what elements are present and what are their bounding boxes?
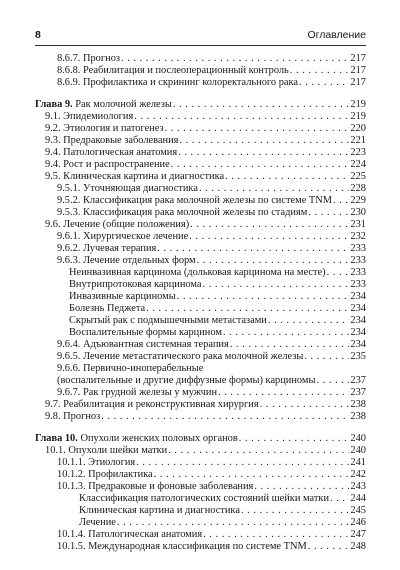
- toc-entry: [35, 327, 366, 339]
- toc-entry-title: 9.5.1. Уточняющая диагностика: [57, 183, 198, 194]
- toc-entry-title: 9.3. Предраковые заболевания: [45, 135, 179, 146]
- toc-leader-dots: [290, 65, 350, 77]
- toc-entry-title: 9.6.6. Первично-иноперабельные: [57, 363, 204, 374]
- toc-page-number: 248: [350, 541, 366, 552]
- toc-page-number: 220: [350, 123, 366, 134]
- toc-page-number: 228: [350, 183, 366, 194]
- toc-leader-dots: [203, 279, 350, 291]
- toc-entry: [35, 517, 366, 529]
- header-rule: [35, 45, 366, 46]
- toc-leader-dots: [223, 327, 349, 339]
- toc-page-number: 238: [350, 399, 366, 410]
- toc-page-number: 224: [350, 159, 366, 170]
- toc-chapter-entry: [35, 433, 366, 445]
- toc-entry-title: Воспалительные формы карцином: [69, 327, 222, 338]
- toc-group-chapter-9: [35, 99, 366, 423]
- toc-page-number: 217: [350, 65, 366, 76]
- toc-leader-dots: [241, 505, 349, 517]
- toc-leader-dots: [101, 411, 349, 423]
- toc-chapter-label: Глава 10.: [35, 433, 78, 444]
- toc-entry-title: Неинвазивная карцинома (дольковая карцинома на месте): [69, 267, 326, 278]
- toc-leader-dots: [230, 339, 350, 351]
- toc-entry-title: Инвазивные карциномы: [69, 291, 176, 302]
- toc-entry: [35, 541, 366, 553]
- toc-leader-dots: [327, 267, 350, 279]
- toc-entry-title: 8.6.9. Профилактика и скрининг колоректального рака: [57, 77, 299, 88]
- toc-entry: [35, 375, 366, 387]
- toc-entry-title: 9.6. Лечение (общие положения): [45, 219, 190, 230]
- toc-entry: [35, 363, 366, 375]
- toc-gap: [35, 89, 366, 99]
- page-number: 8: [35, 29, 41, 41]
- toc-leader-dots: [117, 517, 350, 529]
- toc-page-number: 234: [350, 315, 366, 326]
- toc-leader-dots: [136, 457, 349, 469]
- toc-leader-dots: [199, 183, 349, 195]
- toc-entry-title: [35, 433, 238, 445]
- toc-entry-title: Болезнь Педжета: [69, 303, 146, 314]
- toc-entry: [35, 267, 366, 279]
- toc-page-number: 233: [350, 243, 366, 254]
- toc-entry-title: 8.6.7. Прогноз: [57, 53, 120, 64]
- toc-page-number: 237: [350, 375, 366, 386]
- toc-page-number: 233: [350, 267, 366, 278]
- toc-entry: [35, 159, 366, 171]
- toc-chapter-label: Глава 9.: [35, 99, 73, 110]
- toc-gap: [35, 423, 366, 433]
- toc-leader-dots: [189, 231, 349, 243]
- toc-entry-title: 9.1. Эпидемиология: [45, 111, 134, 122]
- toc-entry-title: 9.4. Патологическая анатомия: [45, 147, 178, 158]
- toc-leader-dots: [177, 291, 350, 303]
- toc-leader-dots: [254, 481, 349, 493]
- toc-page-number: 221: [350, 135, 366, 146]
- toc-entry: [35, 411, 366, 423]
- toc-entry: [35, 111, 366, 123]
- toc-page-number: 245: [350, 505, 366, 516]
- toc-page-number: 240: [350, 445, 366, 456]
- toc-page-number: 243: [350, 481, 366, 492]
- toc-entry: [35, 255, 366, 267]
- toc-leader-dots: [171, 159, 350, 171]
- running-header: [35, 29, 366, 43]
- toc-chapter-title: Опухоли женских половых органов: [77, 433, 238, 444]
- toc-leader-dots: [168, 445, 349, 457]
- toc-leader-dots: [268, 315, 350, 327]
- toc-entry-title: Клиническая картина и диагностика: [79, 505, 240, 516]
- toc-page-number: 234: [350, 291, 366, 302]
- toc-entry-title: (воспалительные и другие диффузные формы) карциномы: [57, 375, 316, 386]
- toc-leader-dots: [178, 147, 349, 159]
- toc-entry: [35, 469, 366, 481]
- toc-page-number: 237: [350, 387, 366, 398]
- toc-leader-dots: [154, 469, 350, 481]
- toc-entry-title: Классификация патологических состояний шейки матки: [79, 493, 329, 504]
- toc-entry-title: 9.6.3. Лечение отдельных форм: [57, 255, 196, 266]
- toc-entry: [35, 493, 366, 505]
- toc-leader-dots: [203, 529, 349, 541]
- toc-page-number: 242: [350, 469, 366, 480]
- toc-entry-title: Скрытый рак с подмышечными метастазами: [69, 315, 267, 326]
- toc-entry: [35, 457, 366, 469]
- toc-entry: [35, 315, 366, 327]
- toc-leader-dots: [239, 433, 350, 445]
- toc-leader-dots: [308, 207, 349, 219]
- toc-entry: [35, 231, 366, 243]
- toc-entry-title: 9.6.4. Адъювантная системная терапия: [57, 339, 229, 350]
- toc-group-chapter-10: [35, 433, 366, 553]
- toc-page-number: 229: [350, 195, 366, 206]
- toc-entry-title: 10.1.2. Профилактика: [57, 469, 153, 480]
- toc-chapter-entry: [35, 99, 366, 111]
- toc-entry: [35, 53, 366, 65]
- toc-page-number: 241: [350, 457, 366, 468]
- toc-entry-title: [35, 99, 172, 111]
- toc-entry: [35, 445, 366, 457]
- toc-entry: [35, 351, 366, 363]
- toc-chapter-title: Рак молочной железы: [72, 99, 172, 110]
- toc-entry: [35, 399, 366, 411]
- toc-entry-title: 9.6.1. Хирургическое лечение: [57, 231, 189, 242]
- toc-page-number: 217: [350, 77, 366, 88]
- toc-entry: [35, 123, 366, 135]
- toc-entry: [35, 147, 366, 159]
- toc-page-number: 247: [350, 529, 366, 540]
- toc-entry-title: 10.1.4. Патологическая анатомия: [57, 529, 203, 540]
- toc-page-number: 217: [350, 53, 366, 64]
- toc-leader-dots: [304, 351, 349, 363]
- toc-entry: [35, 505, 366, 517]
- toc-leader-dots: [308, 541, 350, 553]
- table-of-contents: [35, 53, 366, 553]
- toc-leader-dots: [330, 493, 349, 505]
- toc-page-number: 233: [350, 279, 366, 290]
- toc-leader-dots: [134, 111, 349, 123]
- toc-entry-title: 9.2. Этиология и патогенез: [45, 123, 164, 134]
- toc-leader-dots: [317, 375, 350, 387]
- toc-entry-title: 10.1.3. Предраковые и фоновые заболевания: [57, 481, 254, 492]
- toc-page-number: 238: [350, 411, 366, 422]
- toc-entry: [35, 219, 366, 231]
- toc-leader-dots: [190, 219, 349, 231]
- toc-leader-dots: [165, 123, 350, 135]
- toc-entry: [35, 65, 366, 77]
- toc-entry-title: 9.6.7. Рак грудной железы у мужчин: [57, 387, 218, 398]
- toc-page-number: 225: [350, 171, 366, 182]
- toc-entry: [35, 279, 366, 291]
- toc-page-number: 231: [350, 219, 366, 230]
- toc-entry: [35, 387, 366, 399]
- toc-page-number: 230: [350, 207, 366, 218]
- toc-entry-title: 9.5.2. Классификация рака молочной железы по системе TNM: [57, 195, 333, 206]
- toc-leader-dots: [260, 399, 350, 411]
- toc-entry-title: Лечение: [79, 517, 116, 528]
- toc-page-number: 235: [350, 351, 366, 362]
- toc-entry-title: 9.5. Клиническая картина и диагностика: [45, 171, 225, 182]
- toc-page-number: 234: [350, 327, 366, 338]
- toc-group-chapter-8-tail: [35, 53, 366, 89]
- toc-entry: [35, 529, 366, 541]
- toc-page-number: 223: [350, 147, 366, 158]
- toc-page-number: 244: [350, 493, 366, 504]
- toc-entry-title: 9.6.2. Лучевая терапия: [57, 243, 157, 254]
- toc-entry-title: 8.6.8. Реабилитация и послеоперационный контроль: [57, 65, 289, 76]
- toc-page-number: 219: [350, 111, 366, 122]
- toc-leader-dots: [173, 99, 350, 111]
- toc-entry-title: 10.1.1. Этиология: [57, 457, 136, 468]
- toc-leader-dots: [333, 195, 349, 207]
- toc-leader-dots: [121, 53, 349, 65]
- toc-leader-dots: [146, 303, 349, 315]
- toc-page-number: 234: [350, 339, 366, 350]
- toc-leader-dots: [299, 77, 349, 89]
- toc-entry-title: 9.7. Реабилитация и реконструктивная хирургия: [45, 399, 259, 410]
- toc-leader-dots: [225, 171, 349, 183]
- toc-leader-dots: [157, 243, 349, 255]
- toc-page-number: 232: [350, 231, 366, 242]
- toc-entry: [35, 183, 366, 195]
- toc-entry-title: 9.4. Рост и распространение: [45, 159, 170, 170]
- toc-entry: [35, 481, 366, 493]
- toc-leader-dots: [179, 135, 349, 147]
- toc-entry-title: 10.1. Опухоли шейки матки: [45, 445, 168, 456]
- toc-entry: [35, 135, 366, 147]
- toc-entry: [35, 291, 366, 303]
- toc-page-number: 219: [350, 99, 366, 110]
- toc-entry: [35, 77, 366, 89]
- toc-entry-title: 9.8. Прогноз: [45, 411, 101, 422]
- toc-entry: [35, 171, 366, 183]
- toc-page-number: 246: [350, 517, 366, 528]
- toc-entry-title: 10.1.5. Международная классификация по системе TNM: [57, 541, 307, 552]
- toc-entry-title: Внутрипротоковая карцинома: [69, 279, 202, 290]
- toc-leader-dots: [197, 255, 350, 267]
- toc-entry: [35, 195, 366, 207]
- toc-page-number: 240: [350, 433, 366, 444]
- toc-entry-title: 9.6.5. Лечение метастатического рака молочной железы: [57, 351, 304, 362]
- toc-entry-title: 9.5.3. Классификация рака молочной железы по стадиям: [57, 207, 308, 218]
- toc-entry: [35, 303, 366, 315]
- toc-page-number: 233: [350, 255, 366, 266]
- running-title: Оглавление: [307, 29, 366, 41]
- toc-page-number: 234: [350, 303, 366, 314]
- toc-entry: [35, 243, 366, 255]
- toc-entry: [35, 207, 366, 219]
- toc-leader-dots: [218, 387, 349, 399]
- toc-entry: [35, 339, 366, 351]
